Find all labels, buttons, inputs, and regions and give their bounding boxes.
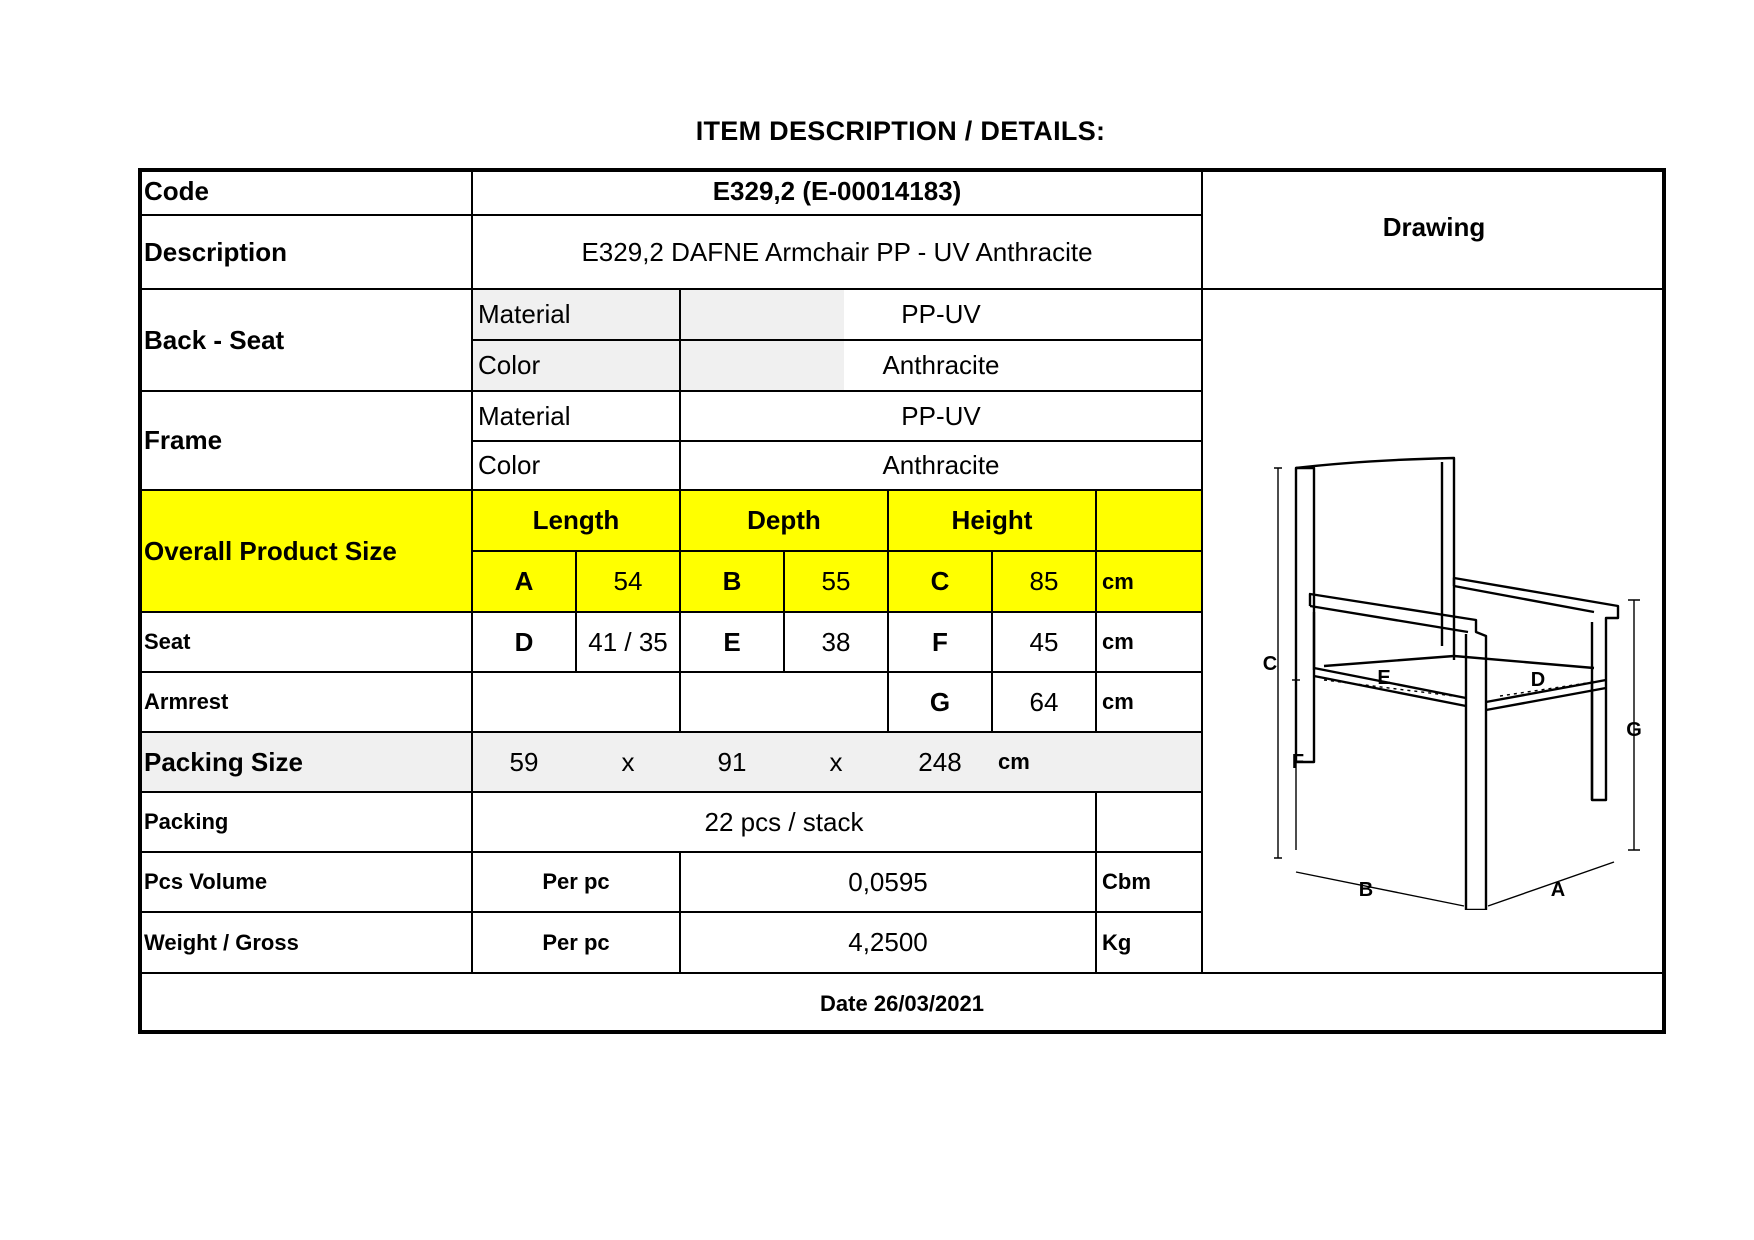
description-value: E329,2 DAFNE Armchair PP - UV Anthracite — [581, 236, 1093, 267]
packing-size-x1: x — [621, 746, 635, 777]
pcs-volume-value: 0,0595 — [848, 866, 928, 897]
pcs-volume-label: Pcs Volume — [144, 869, 268, 894]
frame-material-value: PP-UV — [901, 400, 981, 431]
code-value: E329,2 (E-00014183) — [712, 176, 962, 206]
drawing-label-d: D — [1530, 668, 1546, 691]
packing-label: Packing — [144, 809, 229, 834]
letter-e: E — [723, 626, 741, 657]
armrest-label: Armrest — [144, 689, 229, 714]
frame-material-label: Material — [478, 400, 571, 431]
letter-g: G — [929, 686, 951, 717]
value-a: 54 — [613, 566, 643, 596]
armrest-unit: cm — [1102, 689, 1134, 714]
packing-size-label: Packing Size — [144, 746, 303, 777]
letter-d: D — [514, 626, 534, 657]
packing-size-3: 248 — [918, 746, 962, 777]
spec-table — [138, 168, 1666, 1034]
back-seat-material-value: PP-UV — [901, 299, 981, 329]
date-footer: Date 26/03/2021 — [820, 990, 984, 1016]
packing-size-1: 59 — [509, 746, 539, 777]
value-c: 85 — [1029, 566, 1059, 596]
letter-a: A — [514, 566, 534, 596]
back-seat-color-value: Anthracite — [882, 350, 1000, 380]
back-seat-material-label: Material — [478, 299, 571, 329]
letter-f: F — [932, 626, 948, 657]
code-label: Code — [144, 176, 209, 206]
drawing-label-e: E — [1377, 666, 1391, 689]
drawing-label-b: B — [1358, 878, 1374, 901]
seat-unit: cm — [1102, 629, 1134, 654]
weight-unit: Kg — [1102, 929, 1132, 955]
frame-color-label: Color — [478, 450, 541, 480]
weight-label: Weight / Gross — [144, 929, 299, 955]
back-seat-color-label: Color — [478, 350, 541, 380]
value-e: 38 — [821, 626, 851, 657]
description-label: Description — [144, 236, 288, 267]
overall-unit: cm — [1102, 568, 1134, 594]
weight-per: Per pc — [542, 929, 610, 955]
drawing-label-a: A — [1550, 878, 1566, 901]
depth-header: Depth — [747, 505, 821, 535]
letter-c: C — [930, 566, 950, 596]
height-header: Height — [951, 505, 1033, 535]
length-header: Length — [532, 505, 620, 535]
drawing-label-g: G — [1626, 718, 1642, 741]
back-seat-label: Back - Seat — [144, 324, 285, 355]
letter-b: B — [722, 566, 742, 596]
drawing-label-c: C — [1262, 652, 1278, 675]
page-title: ITEM DESCRIPTION / DETAILS: — [695, 116, 1106, 146]
value-g: 64 — [1029, 686, 1059, 717]
drawing-header: Drawing — [1382, 211, 1486, 242]
seat-label: Seat — [144, 629, 191, 654]
overall-size-label: Overall Product Size — [144, 535, 397, 566]
frame-color-value: Anthracite — [882, 450, 1000, 480]
value-f: 45 — [1029, 626, 1059, 657]
value-b: 55 — [821, 566, 851, 596]
pcs-volume-unit: Cbm — [1102, 869, 1151, 894]
packing-size-x2: x — [829, 746, 843, 777]
packing-size-unit: cm — [998, 749, 1030, 774]
frame-label: Frame — [144, 425, 223, 455]
value-d: 41 / 35 — [588, 626, 668, 657]
weight-value: 4,2500 — [848, 927, 928, 957]
table-border — [138, 168, 1666, 1034]
drawing-label-f: F — [1291, 750, 1305, 773]
packing-size-2: 91 — [717, 746, 747, 777]
packing-value: 22 pcs / stack — [704, 806, 864, 837]
pcs-volume-per: Per pc — [542, 869, 610, 894]
